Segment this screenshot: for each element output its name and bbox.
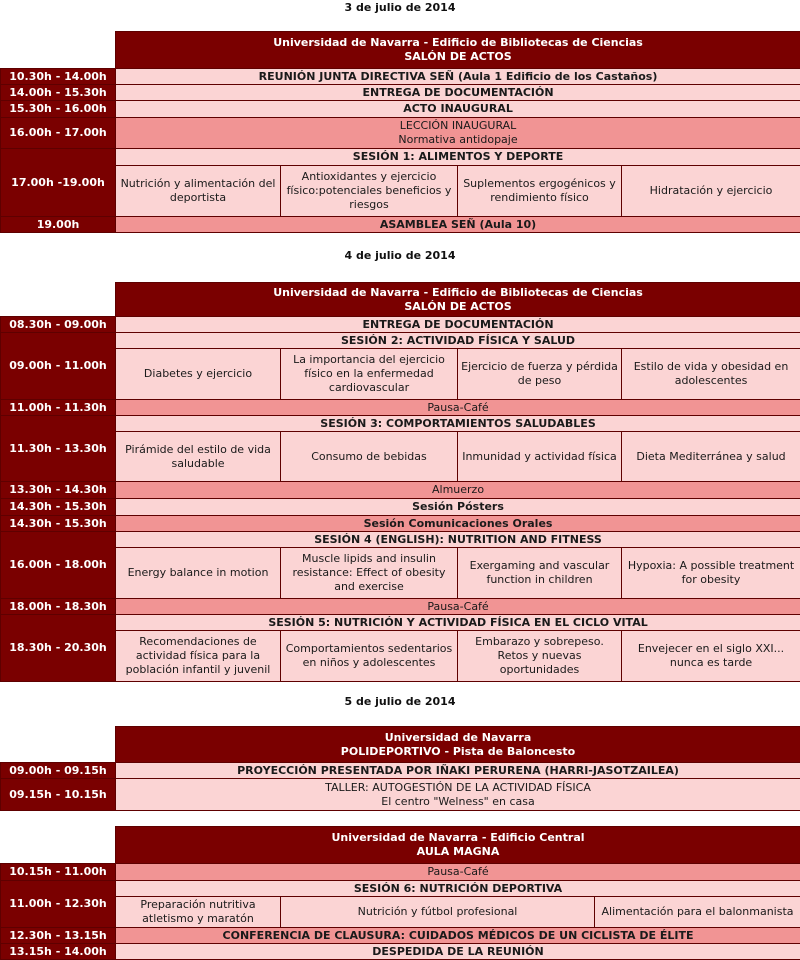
- room-name: POLIDEPORTIVO - Pista de Baloncesto: [340, 744, 576, 758]
- talk-cell: Inmunidad y actividad física: [458, 432, 622, 482]
- time-cell: 18.30h - 20.30h: [1, 615, 116, 682]
- session-title: SESIÓN 2: ACTIVIDAD FÍSICA Y SALUD: [116, 333, 800, 349]
- talk-cell: Preparación nutritiva atletismo y maratón: [116, 897, 281, 928]
- time-cell: 11.00h - 12.30h: [1, 881, 116, 928]
- event-cell: Sesión Comunicaciones Orales: [116, 516, 800, 532]
- day3-schedule-table: [0, 726, 800, 811]
- talk-cell: Suplementos ergogénicos y rendimiento físico: [458, 166, 622, 217]
- talk-cell: Envejecer en el siglo XXI... nunca es tarde: [622, 631, 800, 682]
- session-title: SESIÓN 6: NUTRICIÓN DEPORTIVA: [116, 881, 800, 897]
- blank-corner: [1, 283, 116, 317]
- talk-cell: Antioxidantes y ejercicio físico:potenciales beneficios y riesgos: [281, 166, 458, 217]
- time-cell: 18.00h - 18.30h: [1, 599, 116, 615]
- venue-header: [116, 283, 800, 317]
- time-cell: 16.00h - 17.00h: [1, 118, 116, 149]
- event-cell: PROYECCIÓN PRESENTADA POR IÑAKI PERURENA (HARRI-JASOTZAILEA): [116, 763, 800, 779]
- talk-cell: Energy balance in motion: [116, 548, 281, 599]
- time-cell: 12.30h - 13.15h: [1, 928, 116, 944]
- talk-cell: Hypoxia: A possible treatment for obesity: [622, 548, 800, 599]
- day2-schedule-table: [0, 282, 800, 682]
- event-title: TALLER: AUTOGESTIÓN DE LA ACTIVIDAD FÍSICA: [325, 780, 591, 794]
- talk-cell: Embarazo y sobrepeso. Retos y nuevas oportunidades: [458, 631, 622, 682]
- talk-cell: Consumo de bebidas: [281, 432, 458, 482]
- day2-date: 4 de julio de 2014: [344, 249, 456, 262]
- day1-date: 3 de julio de 2014: [344, 1, 456, 14]
- event-cell: Almuerzo: [116, 482, 800, 499]
- talk-cell: Alimentación para el balonmanista: [595, 897, 800, 928]
- time-cell: 09.15h - 10.15h: [1, 779, 116, 811]
- event-cell: REUNIÓN JUNTA DIRECTIVA SEÑ (Aula 1 Edificio de los Castaños): [116, 69, 800, 85]
- event-subtitle: Normativa antidopaje: [398, 133, 518, 146]
- session-title: SESIÓN 1: ALIMENTOS Y DEPORTE: [116, 149, 800, 166]
- event-cell: Pausa-Café: [116, 599, 800, 615]
- talk-cell: Diabetes y ejercicio: [116, 349, 281, 400]
- session-title: SESIÓN 3: COMPORTAMIENTOS SALUDABLES: [116, 416, 800, 432]
- time-cell: 08.30h - 09.00h: [1, 317, 116, 333]
- time-cell: 09.00h - 11.00h: [1, 333, 116, 400]
- talk-cell: Recomendaciones de actividad física para la población infantil y juvenil: [116, 631, 281, 682]
- venue-name: Universidad de Navarra - Edificio Central: [331, 831, 585, 844]
- day1-schedule-table: [0, 31, 800, 233]
- event-cell: [116, 779, 800, 811]
- talk-cell: Muscle lipids and insulin resistance: Effect of obesity and exercise: [281, 548, 458, 599]
- talk-cell: Hidratación y ejercicio: [622, 166, 800, 217]
- event-cell: Pausa-Café: [116, 864, 800, 881]
- time-cell: 16.00h - 18.00h: [1, 532, 116, 599]
- room-name: AULA MAGNA: [416, 845, 500, 858]
- event-title: LECCIÓN INAUGURAL: [399, 119, 517, 132]
- venue-name: Universidad de Navarra - Edificio de Bibliotecas de Ciencias: [273, 36, 643, 49]
- blank-corner: [1, 32, 116, 69]
- talk-cell: Dieta Mediterránea y salud: [622, 432, 800, 482]
- venue-name: Universidad de Navarra: [384, 730, 532, 744]
- talk-cell: Pirámide del estilo de vida saludable: [116, 432, 281, 482]
- talk-cell: Nutrición y alimentación del deportista: [116, 166, 281, 217]
- talk-cell: Exergaming and vascular function in children: [458, 548, 622, 599]
- venue-header: [116, 32, 800, 69]
- day3b-schedule-table: [0, 826, 800, 960]
- time-cell: 11.30h - 13.30h: [1, 416, 116, 482]
- time-cell: 11.00h - 11.30h: [1, 400, 116, 416]
- time-cell: 10.15h - 11.00h: [1, 864, 116, 881]
- time-cell: 17.00h -19.00h: [1, 149, 116, 217]
- time-cell: 09.00h - 09.15h: [1, 763, 116, 779]
- event-cell: ASAMBLEA SEÑ (Aula 10): [116, 217, 800, 233]
- venue-header: [116, 827, 800, 864]
- event-cell: ACTO INAUGURAL: [116, 101, 800, 118]
- time-cell: 14.00h - 15.30h: [1, 85, 116, 101]
- session-title: SESIÓN 4 (ENGLISH): NUTRITION AND FITNESS: [116, 532, 800, 548]
- event-cell: [116, 118, 800, 149]
- time-cell: 14.30h - 15.30h: [1, 516, 116, 532]
- talk-cell: La importancia del ejercicio físico en la enfermedad cardiovascular: [281, 349, 458, 400]
- room-name: SALÓN DE ACTOS: [404, 299, 512, 313]
- venue-name: Universidad de Navarra - Edificio de Bibliotecas de Ciencias: [273, 285, 643, 299]
- time-cell: 13.15h - 14.00h: [1, 944, 116, 960]
- time-cell: 13.30h - 14.30h: [1, 482, 116, 499]
- event-cell: Sesión Pósters: [116, 499, 800, 516]
- blank-corner: [1, 727, 116, 763]
- talk-cell: Nutrición y fútbol profesional: [281, 897, 595, 928]
- time-cell: 10.30h - 14.00h: [1, 69, 116, 85]
- talk-cell: Estilo de vida y obesidad en adolescentes: [622, 349, 800, 400]
- talk-cell: Comportamientos sedentarios en niños y adolescentes: [281, 631, 458, 682]
- venue-header: [116, 727, 800, 763]
- blank-corner: [1, 827, 116, 864]
- time-cell: 15.30h - 16.00h: [1, 101, 116, 118]
- event-cell: Pausa-Café: [116, 400, 800, 416]
- event-cell: DESPEDIDA DE LA REUNIÓN: [116, 944, 800, 960]
- event-cell: ENTREGA DE DOCUMENTACIÓN: [116, 85, 800, 101]
- event-subtitle: El centro "Welness" en casa: [381, 794, 535, 808]
- event-cell: CONFERENCIA DE CLAUSURA: CUIDADOS MÉDICOS DE UN CICLISTA DE ÉLITE: [116, 928, 800, 944]
- session-title: SESIÓN 5: NUTRICIÓN Y ACTIVIDAD FÍSICA EN EL CICLO VITAL: [116, 615, 800, 631]
- room-name: SALÓN DE ACTOS: [404, 50, 512, 63]
- time-cell: 19.00h: [1, 217, 116, 233]
- time-cell: 14.30h - 15.30h: [1, 499, 116, 516]
- talk-cell: Ejercicio de fuerza y pérdida de peso: [458, 349, 622, 400]
- event-cell: ENTREGA DE DOCUMENTACIÓN: [116, 317, 800, 333]
- day3-date: 5 de julio de 2014: [344, 695, 456, 708]
